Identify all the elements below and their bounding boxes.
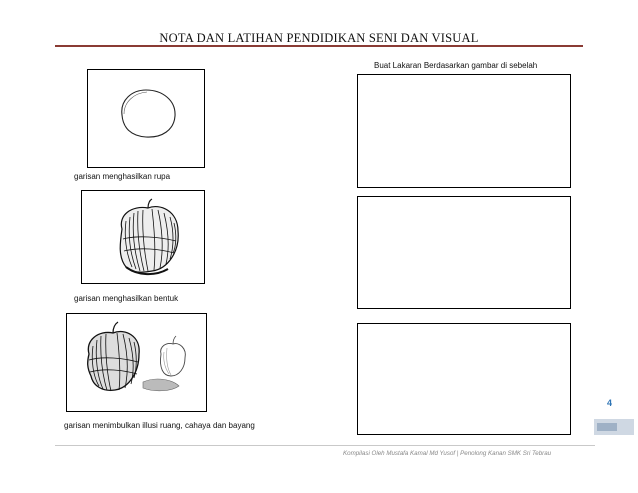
example-frame-bentuk xyxy=(81,190,205,284)
shaded-apple-drawing xyxy=(82,191,204,283)
circle-outline-drawing xyxy=(88,70,204,167)
sketch-instruction: Buat Lakaran Berdasarkan gambar di sebelah xyxy=(374,61,538,70)
sketch-box-2[interactable] xyxy=(357,196,571,309)
page-number: 4 xyxy=(607,398,613,408)
apples-with-shadow-drawing xyxy=(67,314,206,411)
caption-ruang: garisan menimbulkan illusi ruang, cahaya dan bayang xyxy=(64,421,255,430)
page-title: NOTA DAN LATIHAN PENDIDIKAN SENI DAN VISUAL xyxy=(159,31,479,45)
title-divider xyxy=(55,45,583,47)
sketch-box-1[interactable] xyxy=(357,74,571,188)
footer-credit: Kompilasi Oleh Mustafa Kamal Md Yusof | Penolong Kanan SMK Sri Tebrau xyxy=(343,450,552,457)
sketch-box-3[interactable] xyxy=(357,323,571,435)
example-frame-ruang xyxy=(66,313,207,412)
caption-bentuk: garisan menghasilkan bentuk xyxy=(74,294,179,303)
footer-divider xyxy=(55,445,595,446)
caption-rupa: garisan menghasilkan rupa xyxy=(74,172,171,181)
example-frame-rupa xyxy=(87,69,205,168)
page-tab-marker-inner xyxy=(597,423,617,431)
